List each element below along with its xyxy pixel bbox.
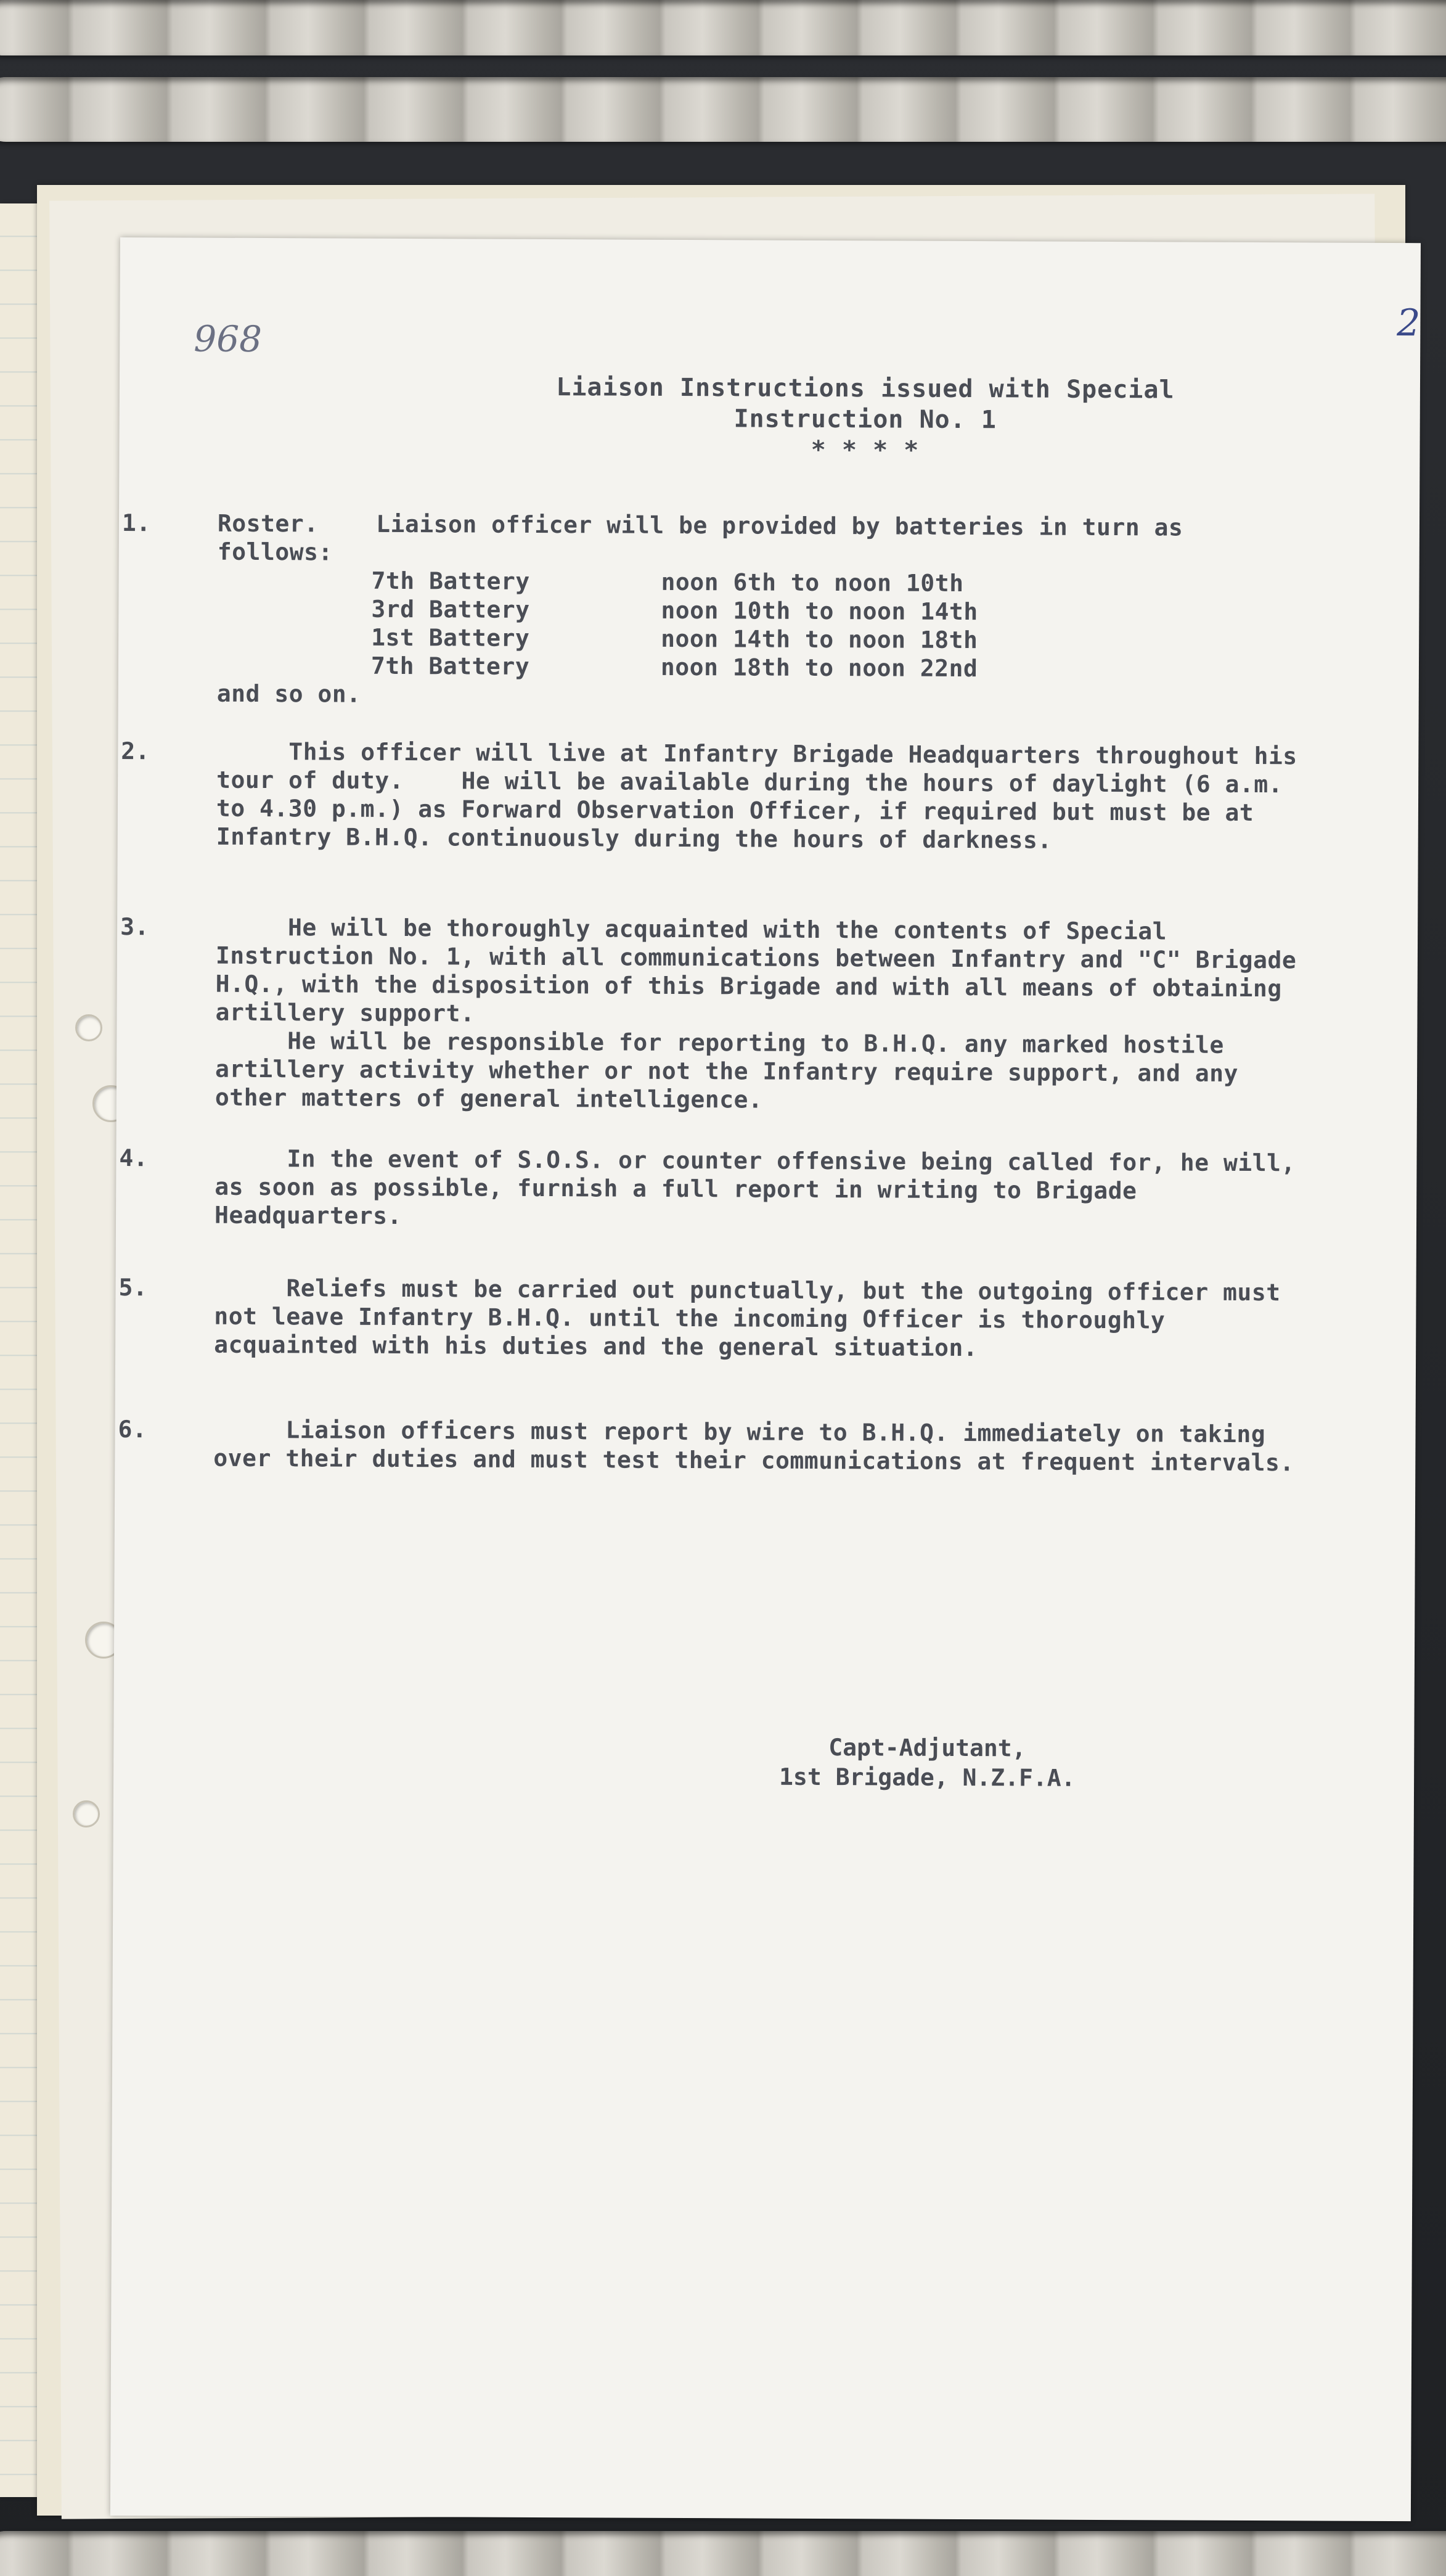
instruction-item-3 bbox=[120, 913, 1311, 1117]
binding-ribbon-bottom bbox=[0, 2531, 1446, 2576]
binding-ribbon-top bbox=[0, 0, 1446, 55]
punch-hole bbox=[73, 1800, 100, 1827]
instruction-item-5 bbox=[118, 1274, 1299, 1364]
title-line: Liaison Instructions issued with Special bbox=[556, 373, 1175, 404]
item-number: 5. bbox=[118, 1274, 148, 1302]
roster-battery: 1st Battery bbox=[371, 623, 530, 652]
signature-title: Capt-Adjutant, bbox=[828, 1734, 1026, 1762]
roster-row bbox=[371, 567, 978, 597]
binding-ribbon-upper bbox=[0, 77, 1446, 142]
item-text: Roster. Liaison officer will be provided by batteries in turn as follows: bbox=[217, 509, 1198, 566]
roster-table bbox=[371, 567, 978, 683]
document-title bbox=[464, 371, 1266, 467]
item-text: This officer will live at Infantry Brigade Headquarters throughout his tour of duty. He will be available during the hours of daylight (6 a.m. to 4.30 p.m.) as Forward Observation Officer, if required but must be at Infantry B.H.Q. continuously during the hours of darkness. bbox=[216, 737, 1312, 854]
punch-hole bbox=[75, 1014, 102, 1041]
signature-unit: 1st Brigade, N.Z.F.A. bbox=[779, 1763, 1076, 1792]
typed-document-page bbox=[110, 237, 1421, 2521]
page-number: 2 bbox=[1397, 301, 1421, 345]
title-separator: * * * * bbox=[811, 435, 920, 465]
item-text: Reliefs must be carried out punctually, but the outgoing officer must not leave Infantry B.H.Q. until the incoming Officer is thoroughly acquainted with his duties and the general situation. bbox=[214, 1274, 1296, 1362]
instruction-item-4 bbox=[119, 1144, 1310, 1234]
roster-period: noon 14th to noon 18th bbox=[661, 625, 978, 654]
roster-battery: 3rd Battery bbox=[371, 595, 530, 623]
item-text: In the event of S.O.S. or counter offensive being called for, he will, as soon as possible, furnish a full report in writing to Brigade Headquarters. bbox=[214, 1144, 1310, 1230]
roster-row bbox=[371, 623, 978, 654]
instruction-item-2 bbox=[121, 737, 1312, 856]
roster-row bbox=[371, 595, 978, 626]
item-number: 4. bbox=[119, 1144, 149, 1172]
roster-period: noon 18th to noon 22nd bbox=[660, 653, 978, 683]
item-number: 3. bbox=[120, 913, 149, 941]
roster-period: noon 10th to noon 14th bbox=[661, 596, 978, 626]
item-number: 2. bbox=[121, 737, 150, 765]
roster-battery: 7th Battery bbox=[371, 567, 530, 595]
item-text: He will be thoroughly acquainted with the contents of Special Instruction No. 1, with all communications between Infantry and "C" Brigade H.Q., with the disposition of this Brigade and with all means of obtaining artillery support. He will be responsible for reporting to B.H.Q. any marked hostile artillery activity whether or not the Infantry require support, and any other matters of general intelligence. bbox=[214, 913, 1311, 1114]
title-line: Instruction No. 1 bbox=[733, 404, 997, 435]
roster-row bbox=[371, 652, 978, 683]
item-number: 1. bbox=[121, 509, 151, 537]
instruction-item-6 bbox=[118, 1416, 1298, 1477]
item-number: 6. bbox=[118, 1416, 147, 1443]
folio-handwritten-number: 968 bbox=[194, 318, 263, 361]
instruction-item-1 bbox=[121, 509, 1302, 713]
item-text: Liaison officers must report by wire to B.H.Q. immediately on taking over their duties and must test their communications at frequent intervals. bbox=[213, 1416, 1294, 1477]
roster-battery: 7th Battery bbox=[370, 652, 530, 680]
item-text-end: and so on. bbox=[216, 679, 361, 708]
roster-period: noon 6th to noon 10th bbox=[661, 568, 964, 597]
signature-block bbox=[779, 1733, 1076, 1793]
